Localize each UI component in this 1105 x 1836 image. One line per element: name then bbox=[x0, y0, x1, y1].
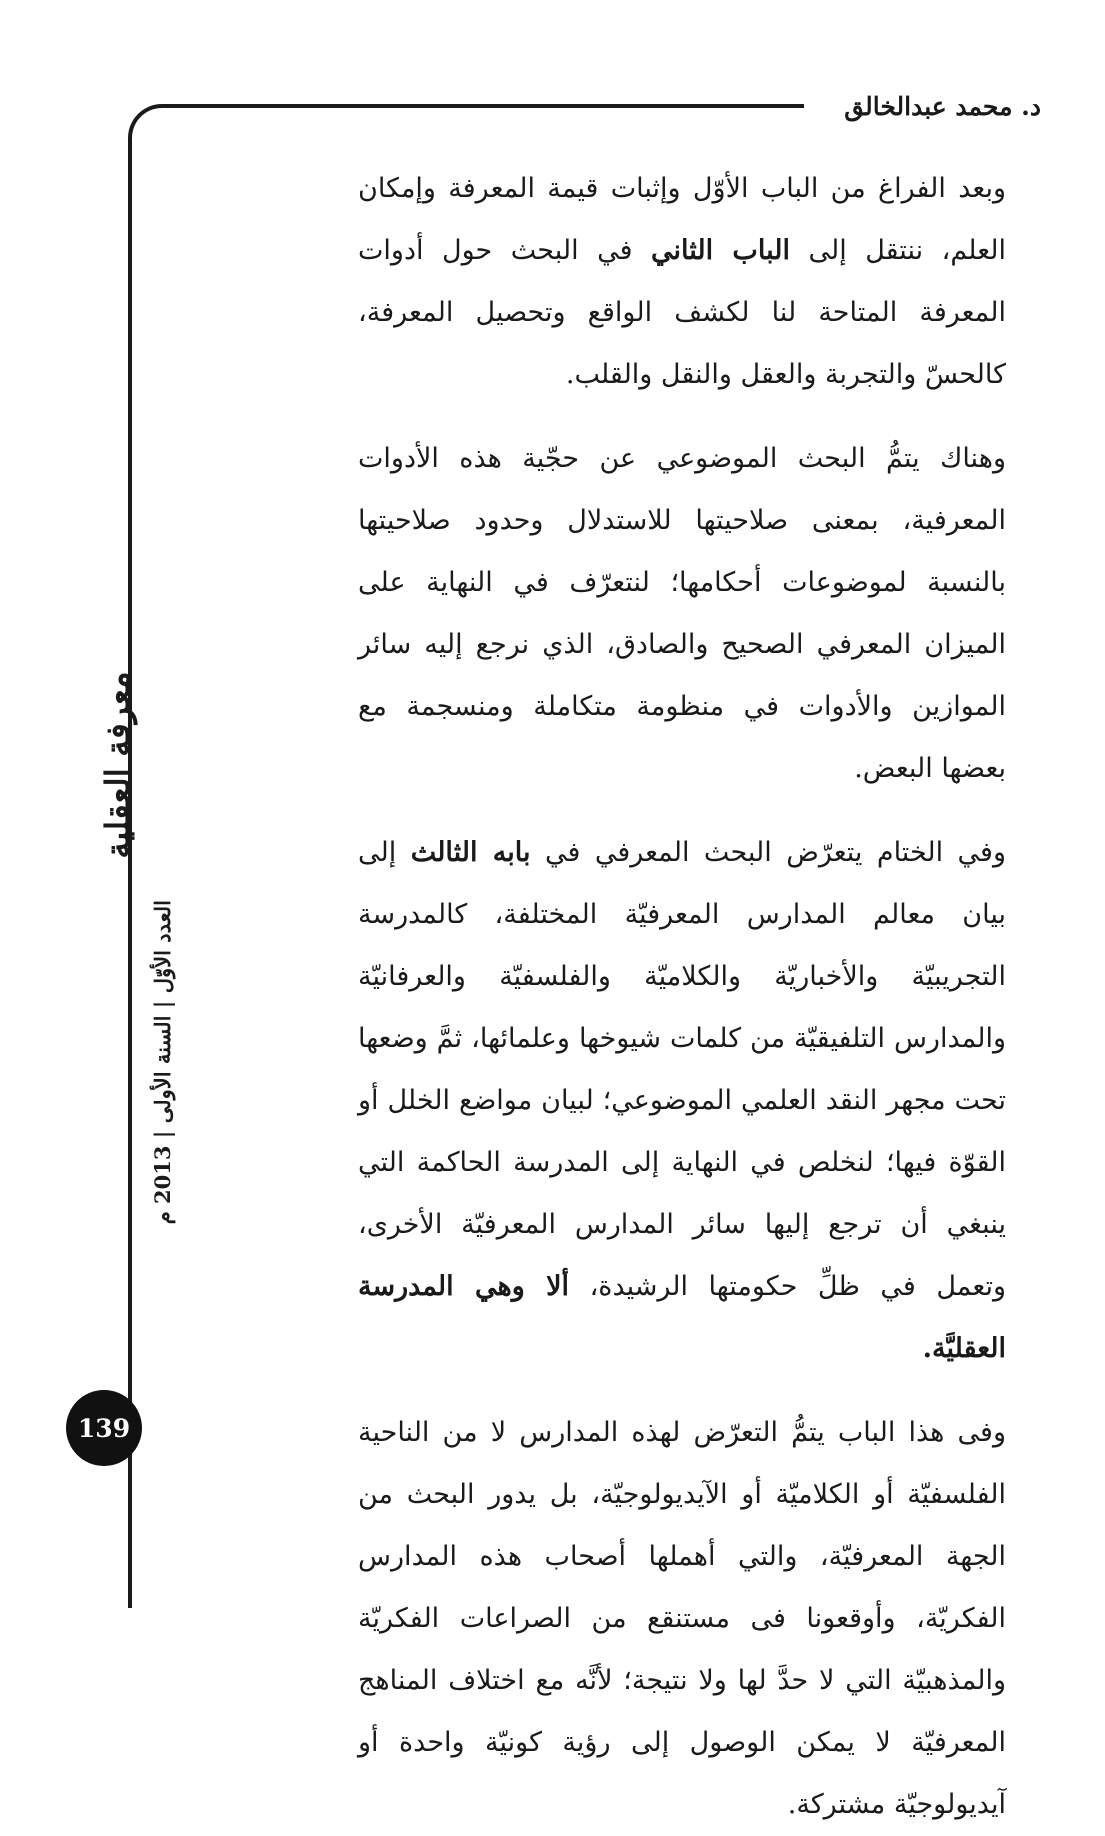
text-segment: في البحث حول أدوات المعرفة المتاحة لنا لكشف الواقع وتحصيل المعرفة، كالحسّ والتجربة والعقل والنقل والقلب. bbox=[358, 235, 1006, 390]
paragraph bbox=[358, 428, 1006, 800]
text-segment: وفي الختام يتعرّض البحث المعرفي في bbox=[530, 837, 1006, 868]
page-number-badge: 139 bbox=[66, 1390, 142, 1466]
margin-column bbox=[50, 650, 175, 1250]
paragraph bbox=[358, 1402, 1006, 1836]
running-header-author: د. محمد عبدالخالق bbox=[844, 92, 1041, 121]
text-segment: إلى بيان معالم المدارس المعرفيّة المختلفة، كالمدرسة التجريبيّة والأخباريّة والكلاميّة والفلسفيّة والعرفانيّة والمدارس التلفيقيّة من كلمات شيوخها وعلمائها، ثمَّ وضعها تحت مجهر النقد العلمي الموضوعي؛ لبيان مواضع الخلل أو القوّة فيها؛ لنخلص في النهاية إلى المدرسة الحاكمة التي ينبغي أن ترجع إليها سائر المدارس المعرفيّة الأخرى، وتعمل في ظلِّ حكومتها الرشيدة، bbox=[358, 837, 1006, 1302]
emphasized-text: ألا وهي المدرسة العقليَّة. bbox=[358, 1271, 1006, 1364]
paragraph bbox=[358, 158, 1006, 406]
text-segment: وهناك يتمُّ البحث الموضوعي عن حجّية هذه الأدوات المعرفية، بمعنى صلاحيتها للاستدلال وحدود صلاحيتها بالنسبة لموضوعات أحكامها؛ لنتعرّف في النهاية على الميزان المعرفي الصحيح والصادق، الذي نرجع إليه سائر الموازين والأدوات في منظومة متكاملة ومنسجمة مع بعضها البعض. bbox=[358, 443, 1006, 784]
issue-info: العدد الأوّل | السنة الأولى | 2013 م bbox=[150, 900, 175, 1225]
journal-title-logo: معرفة العقلية bbox=[98, 671, 137, 859]
emphasized-text: بابه الثالث bbox=[410, 837, 531, 868]
text-segment: وفى هذا الباب يتمُّ التعرّض لهذه المدارس لا من الناحية الفلسفيّة أو الكلاميّة أو الآيديولوجيّة، بل يدور البحث من الجهة المعرفيّة، والتي أهملها أصحاب هذه المدارس الفكريّة، وأوقعونا فى مستنقع من الصراعات الفكريّة والمذهبيّة التي لا حدَّ لها ولا نتيجة؛ لأنَّه مع اختلاف المناهج المعرفيّة لا يمكن الوصول إلى رؤية كونيّة واحدة أو آيديولوجيّة مشتركة. bbox=[358, 1417, 1006, 1820]
text-segment: وبعد الفراغ من الباب الأوّل وإثبات قيمة المعرفة وإمكان العلم، ننتقل إلى bbox=[358, 173, 1006, 266]
emphasized-text: الباب الثاني bbox=[650, 235, 790, 266]
paragraph bbox=[358, 822, 1006, 1380]
article-body bbox=[358, 158, 1006, 1836]
